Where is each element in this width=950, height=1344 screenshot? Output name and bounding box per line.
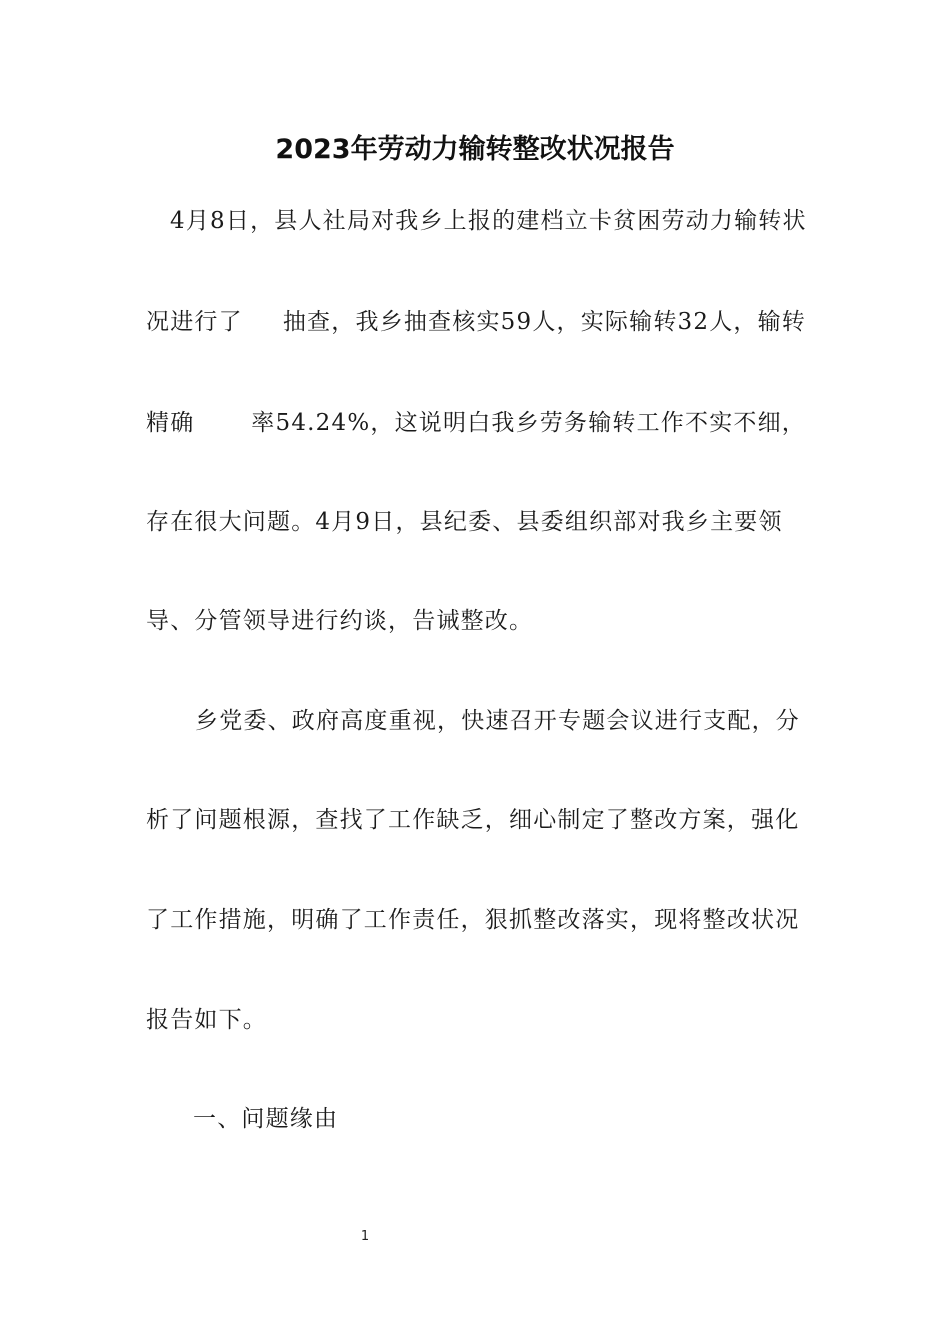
paragraph-1-line-2-part-b: 抽查，我乡抽查核实59人，实际输转32人，输转 <box>282 309 806 335</box>
paragraph-1-line-3 <box>146 403 806 443</box>
paragraph-1-line-1: 4月8日，县人社局对我乡上报的建档立卡贫困劳动力输转状 <box>170 208 807 234</box>
paragraph-1-line-4: 存在很大问题。4月9日，县纪委、县委组织部对我乡主要领 <box>146 509 783 535</box>
paragraph-2-line-3: 了工作措施，明确了工作责任，狠抓整改落实，现将整改状况 <box>146 907 800 933</box>
paragraph-2-line-2: 析了问题根源，查找了工作缺乏，细心制定了整改方案，强化 <box>146 807 800 833</box>
paragraph-2-line-4: 报告如下。 <box>146 1007 267 1033</box>
paragraph-1-line-3-part-a: 精确 <box>146 410 195 436</box>
page-number: 1 <box>360 1229 370 1244</box>
paragraph-1-line-5: 导、分管领导进行约谈，告诫整改。 <box>146 608 534 634</box>
paragraph-1-line-2 <box>146 302 806 342</box>
paragraph-2-line-1: 乡党委、政府高度重视，快速召开专题会议进行支配，分 <box>195 708 800 734</box>
paragraph-1-line-3-part-b: 率54.24%，这说明白我乡劳务输转工作不实不细， <box>251 410 806 436</box>
document-title: 2023年劳动力输转整改状况报告 <box>275 134 675 165</box>
paragraph-1-line-2-part-a: 况进行了 <box>146 309 243 335</box>
section-1-heading: 一、问题缘由 <box>193 1106 339 1132</box>
